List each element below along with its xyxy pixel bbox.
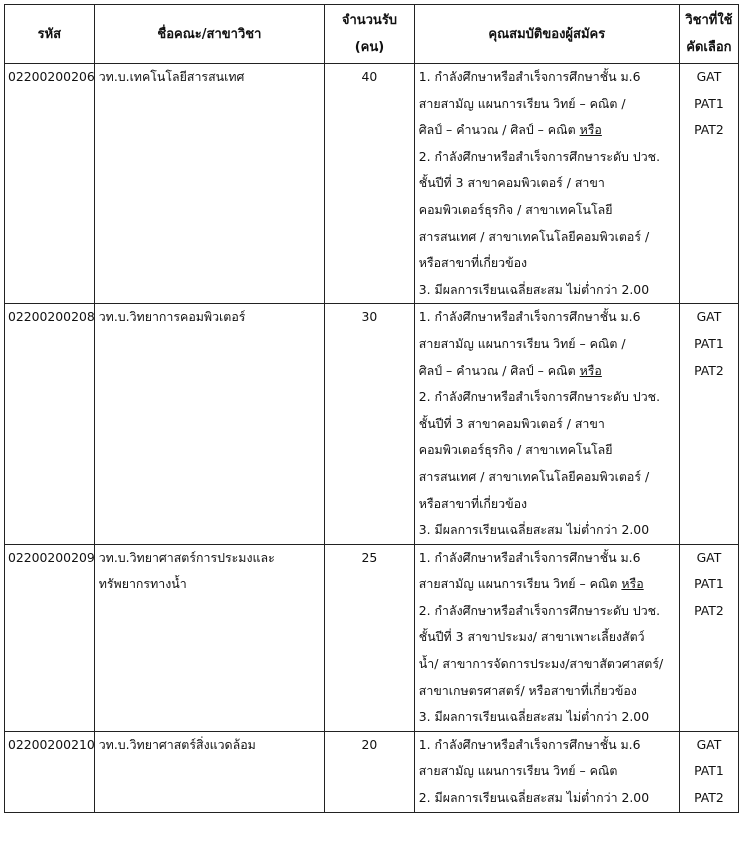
qualification-text: ชั้นปีที่ 3 สาขาคอมพิวเตอร์ / สาขา	[418, 175, 605, 191]
subject-item: PAT2	[694, 122, 724, 138]
qualification-line	[419, 785, 675, 812]
qualification-text: หรือสาขาที่เกี่ยวข้อง	[418, 495, 528, 511]
header-subjects-line2: คัดเลือก	[686, 40, 732, 55]
qualification-text: ศิลป์ – คำนวณ / ศิลป์ – คณิต	[418, 362, 580, 378]
selection-subjects	[679, 731, 738, 812]
qualification-line	[419, 64, 675, 91]
subject-item: PAT1	[694, 335, 724, 351]
qualification-text: 3. มีผลการเรียนเฉลี่ยสะสม ไม่ต่ำกว่า 2.00	[418, 522, 650, 538]
header-quantity-line2: (คน)	[354, 40, 385, 55]
qualification-text: สาขาเกษตรศาสตร์/ หรือสาขาที่เกี่ยวข้อง	[418, 682, 637, 698]
qualification-line	[419, 277, 675, 304]
qualification-line	[419, 224, 675, 251]
program-name: วท.บ.วิทยาศาสตร์สิ่งแวดล้อม	[94, 731, 324, 812]
qualifications	[414, 64, 679, 304]
qualification-line	[419, 170, 675, 197]
subject-item: PAT2	[694, 790, 724, 806]
qualifications	[414, 304, 679, 544]
qualification-text: 3. มีผลการเรียนเฉลี่ยสะสม ไม่ต่ำกว่า 2.00	[418, 281, 650, 297]
qualification-text: ศิลป์ – คำนวณ / ศิลป์ – คณิต	[418, 122, 580, 138]
admission-table	[4, 4, 739, 813]
qualification-line	[419, 437, 675, 464]
qualification-line	[419, 678, 675, 705]
qualification-text: น้ำ/ สาขาการจัดการประมง/สาขาสัตวศาสตร์/	[418, 656, 664, 672]
header-quantity	[325, 5, 415, 64]
qualification-text: 1. กำลังศึกษาหรือสำเร็จการศึกษาชั้น ม.6	[418, 549, 641, 565]
qualification-text: คอมพิวเตอร์ธุรกิจ / สาขาเทคโนโลยี	[418, 442, 613, 458]
header-code: รหัส	[5, 5, 95, 64]
intake-quantity: 30	[325, 304, 415, 544]
qualification-text: ชั้นปีที่ 3 สาขาคอมพิวเตอร์ / สาขา	[418, 415, 605, 431]
qualification-text: 3. มีผลการเรียนเฉลี่ยสะสม ไม่ต่ำกว่า 2.00	[418, 709, 650, 725]
qualification-line	[419, 358, 675, 385]
qualification-text: สายสามัญ แผนการเรียน วิทย์ – คณิต /	[418, 95, 626, 111]
qualification-line	[419, 304, 675, 331]
selection-subjects	[679, 544, 738, 731]
qualification-text: สายสามัญ แผนการเรียน วิทย์ – คณิต	[418, 576, 622, 592]
qualification-text: 2. กำลังศึกษาหรือสำเร็จการศึกษาระดับ ปวช.	[418, 602, 661, 618]
program-name: วท.บ.เทคโนโลยีสารสนเทศ	[94, 64, 324, 304]
qualification-line	[419, 624, 675, 651]
header-row	[5, 5, 739, 64]
intake-quantity: 20	[325, 731, 415, 812]
header-subjects	[679, 5, 738, 64]
table-row	[5, 304, 739, 544]
qualification-text: สายสามัญ แผนการเรียน วิทย์ – คณิต /	[418, 335, 626, 351]
qualification-line	[419, 144, 675, 171]
qualification-text: 1. กำลังศึกษาหรือสำเร็จการศึกษาชั้น ม.6	[418, 69, 641, 84]
header-quantity-line1: จำนวนรับ	[341, 13, 398, 28]
subject-item: PAT2	[694, 602, 724, 618]
program-name-line: ทรัพยากรทางน้ำ	[98, 576, 187, 592]
qualification-line	[419, 117, 675, 144]
qualification-line	[419, 250, 675, 277]
qualification-or-underlined: หรือ	[621, 576, 644, 592]
subject-item: GAT	[696, 309, 722, 325]
program-code: 02200200208	[5, 304, 95, 544]
qualification-or-underlined: หรือ	[579, 362, 602, 378]
qualification-line	[419, 491, 675, 518]
program-name: วท.บ.วิทยาการคอมพิวเตอร์	[94, 304, 324, 544]
qualifications	[414, 544, 679, 731]
qualification-line	[419, 197, 675, 224]
qualification-text: 2. มีผลการเรียนเฉลี่ยสะสม ไม่ต่ำกว่า 2.00	[418, 790, 650, 806]
qualification-text: สารสนเทศ / สาขาเทคโนโลยีคอมพิวเตอร์ /	[418, 228, 650, 244]
header-qualification: คุณสมบัติของผู้สมัคร	[414, 5, 679, 64]
subject-item: PAT1	[694, 95, 724, 111]
program-code: 02200200209	[5, 544, 95, 731]
qualification-line	[419, 384, 675, 411]
header-subjects-line1: วิชาที่ใช้	[685, 13, 733, 28]
program-name-line: วท.บ.วิทยาศาสตร์การประมงและ	[98, 549, 275, 565]
subject-item: PAT1	[694, 576, 724, 592]
program-name	[94, 544, 324, 731]
subject-item: GAT	[696, 549, 722, 565]
qualification-line	[419, 411, 675, 438]
qualification-text: หรือสาขาที่เกี่ยวข้อง	[418, 255, 528, 271]
table-row	[5, 64, 739, 304]
qualification-text: คอมพิวเตอร์ธุรกิจ / สาขาเทคโนโลยี	[418, 201, 613, 217]
table-row	[5, 731, 739, 812]
qualification-or-underlined: หรือ	[579, 122, 602, 138]
subject-item: GAT	[696, 736, 722, 752]
intake-quantity: 40	[325, 64, 415, 304]
qualification-line	[419, 571, 675, 598]
subject-item: GAT	[696, 69, 722, 84]
qualification-line	[419, 598, 675, 625]
qualification-line	[419, 331, 675, 358]
qualification-line	[419, 704, 675, 731]
table-row	[5, 544, 739, 731]
qualification-line	[419, 517, 675, 544]
qualification-line	[419, 91, 675, 118]
qualification-text: 2. กำลังศึกษาหรือสำเร็จการศึกษาระดับ ปวช.	[418, 389, 661, 405]
subject-item: PAT1	[694, 763, 724, 779]
qualification-line	[419, 732, 675, 759]
qualification-line	[419, 464, 675, 491]
qualification-text: 1. กำลังศึกษาหรือสำเร็จการศึกษาชั้น ม.6	[418, 736, 641, 752]
program-code: 02200200206	[5, 64, 95, 304]
intake-quantity: 25	[325, 544, 415, 731]
qualification-text: 2. กำลังศึกษาหรือสำเร็จการศึกษาระดับ ปวช.	[418, 148, 661, 164]
qualification-text: สารสนเทศ / สาขาเทคโนโลยีคอมพิวเตอร์ /	[418, 468, 650, 484]
subject-item: PAT2	[694, 362, 724, 378]
qualification-text: 1. กำลังศึกษาหรือสำเร็จการศึกษาชั้น ม.6	[418, 309, 641, 325]
header-name: ชื่อคณะ/สาขาวิชา	[94, 5, 324, 64]
program-code: 02200200210	[5, 731, 95, 812]
qualification-line	[419, 545, 675, 572]
qualification-line	[419, 651, 675, 678]
selection-subjects	[679, 304, 738, 544]
qualifications	[414, 731, 679, 812]
qualification-text: ชั้นปีที่ 3 สาขาประมง/ สาขาเพาะเลี้ยงสัตว์	[418, 629, 645, 645]
qualification-line	[419, 758, 675, 785]
selection-subjects	[679, 64, 738, 304]
qualification-text: สายสามัญ แผนการเรียน วิทย์ – คณิต	[418, 763, 618, 779]
